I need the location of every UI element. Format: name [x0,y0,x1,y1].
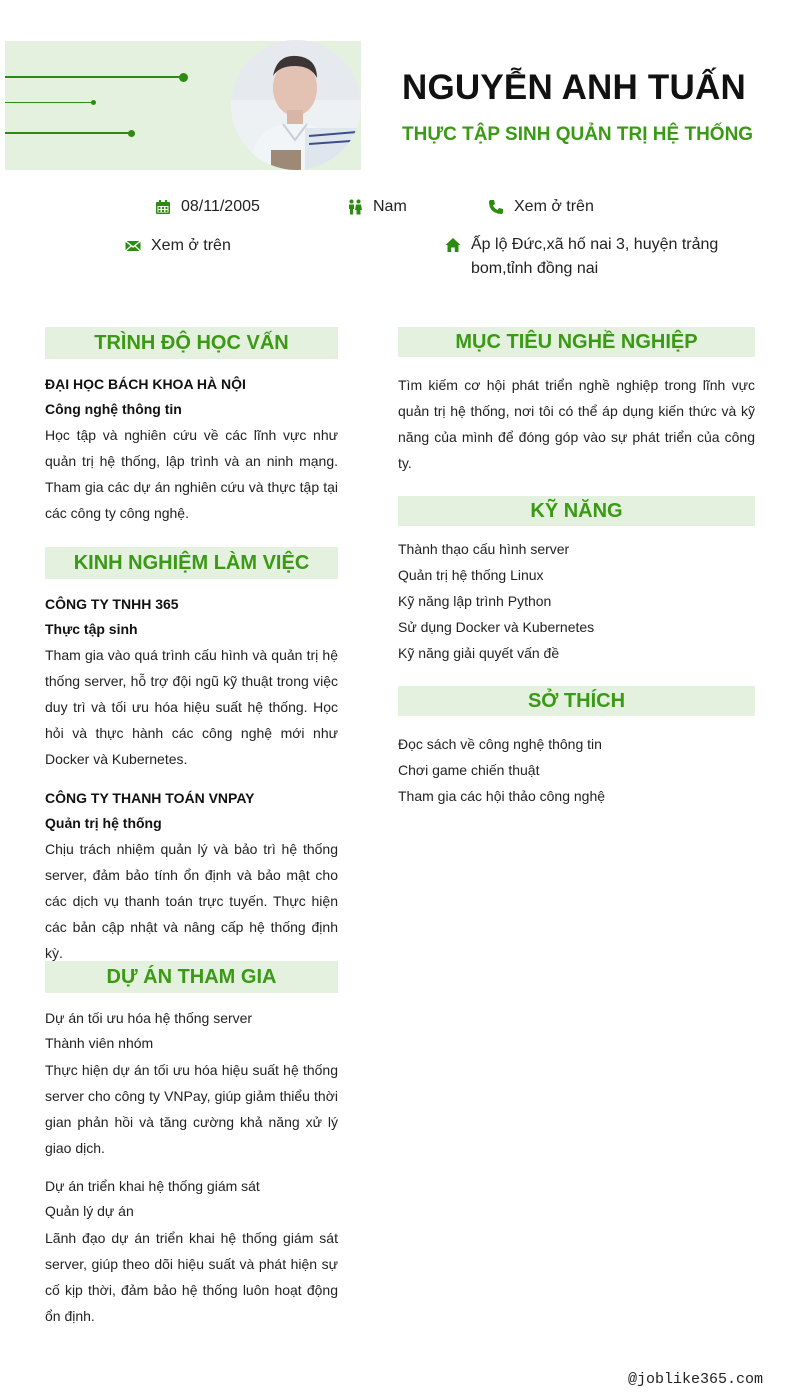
decor-line-2 [5,102,94,103]
objective-text: Tìm kiếm cơ hội phát triển nghề nghiệp trong lĩnh vực quản trị hệ thống, nơi tôi có thể áp dụng kiến thức và kỹ năng của mình để đóng góp vào sự phát triển của công ty. [398,377,755,471]
skill-item: Kỹ năng lập trình Python [398,593,552,609]
home-icon [445,237,461,253]
hobby-item: Đọc sách về công nghệ thông tin [398,736,602,752]
gender-icon [347,199,363,215]
candidate-name: NGUYỄN ANH TUẤN [402,68,746,107]
project-name: Dự án tối ưu hóa hệ thống server [45,1010,253,1026]
education-section [45,372,338,526]
skills-list [398,536,755,666]
phone-value: Xem ở trên [514,198,594,215]
decor-dot-1 [179,73,188,82]
phone-icon [488,199,504,215]
address-value: Ấp lộ Đức,xã hố nai 3, huyện trảng bom,tỉnh đồng nai [471,236,719,277]
project-name: Dự án triển khai hệ thống giám sát [45,1178,260,1194]
experience-title: KINH NGHIỆM LÀM VIỆC [45,547,338,579]
experience-description: Tham gia vào quá trình cấu hình và quản trị hệ thống server, hỗ trợ đội ngũ kỹ thuật trong việc duy trì và tối ưu hóa hiệu suất hệ thống. Học hỏi và thực hành các công nghệ mới như Docker và Kubernetes. [45,647,338,767]
info-address [445,237,735,281]
decor-line-3 [5,132,131,134]
projects-title: DỰ ÁN THAM GIA [45,961,338,993]
skills-title: KỸ NĂNG [398,496,755,526]
project-role: Quản lý dự án [45,1203,134,1219]
avatar [231,40,361,170]
email-icon [125,238,141,254]
info-phone [488,198,594,216]
objective-title: MỤC TIÊU NGHỀ NGHIỆP [398,327,755,357]
gender-value: Nam [373,198,407,215]
email-value: Xem ở trên [151,237,231,254]
project-description: Thực hiện dự án tối ưu hóa hiệu suất hệ thống server cho công ty VNPay, giúp giảm thiểu thời gian phản hồi và tăng cường khả năng xử lý giao dịch. [45,1062,338,1156]
skill-item: Quản trị hệ thống Linux [398,567,544,583]
decor-dot-3 [128,130,135,137]
experience-position: Thực tập sinh [45,621,138,637]
experience-item [45,592,338,772]
skill-item: Thành thạo cấu hình server [398,541,570,557]
info-gender [347,198,407,216]
education-major: Công nghệ thông tin [45,401,182,417]
experience-description: Chịu trách nhiệm quản lý và bảo trì hệ thống server, đảm bảo tính ổn định và bảo mật cho các dịch vụ thanh toán trực tuyến. Thực hiện các bản cập nhật và nâng cấp hệ thống định kỳ. [45,841,338,961]
education-title: TRÌNH ĐỘ HỌC VẤN [45,327,338,359]
avatar-photo [231,40,361,170]
project-item [45,1174,338,1329]
candidate-role: THỰC TẬP SINH QUẢN TRỊ HỆ THỐNG [402,124,754,145]
project-description: Lãnh đạo dự án triển khai hệ thống giám sát server, giúp theo dõi hiệu suất và phát hiện sự cố kịp thời, đảm bảo hệ thống luôn hoạt động ổn định. [45,1230,338,1324]
watermark-link[interactable]: @joblike365.com [627,1371,763,1388]
experience-company: CÔNG TY THANH TOÁN VNPAY [45,790,255,806]
education-description: Học tập và nghiên cứu về các lĩnh vực như quản trị hệ thống, lập trình và an ninh mạng. Tham gia các dự án nghiên cứu và thực tập tại các công ty công nghệ. [45,427,338,521]
decor-dot-2 [91,100,96,105]
calendar-icon [155,199,171,215]
education-school: ĐẠI HỌC BÁCH KHOA HÀ NỘI [45,376,246,392]
hobbies-list [398,731,755,809]
hobbies-title: SỞ THÍCH [398,686,755,716]
info-birthday [155,198,260,216]
experience-company: CÔNG TY TNHH 365 [45,596,179,612]
info-email [125,237,231,255]
decor-line-1 [5,76,183,78]
experience-position: Quản trị hệ thống [45,815,162,831]
skill-item: Sử dụng Docker và Kubernetes [398,619,595,635]
hobby-item: Chơi game chiến thuật [398,762,540,778]
skill-item: Kỹ năng giải quyết vấn đề [398,645,560,661]
birthday-value: 08/11/2005 [181,198,260,215]
experience-item [45,786,338,966]
project-role: Thành viên nhóm [45,1035,154,1051]
project-item [45,1006,338,1161]
hobby-item: Tham gia các hội thảo công nghệ [398,788,606,804]
